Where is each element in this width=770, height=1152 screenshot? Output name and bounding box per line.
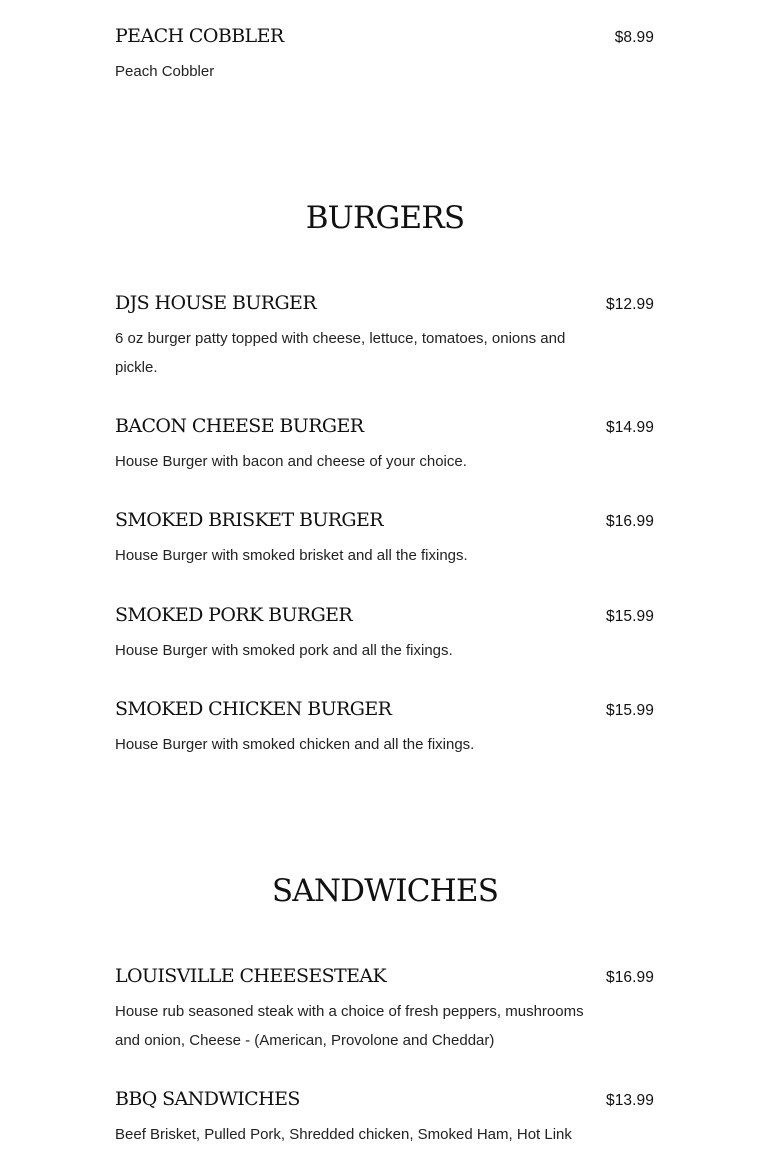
item-description: Beef Brisket, Pulled Pork, Shredded chicken, Smoked Ham, Hot Link: [115, 1126, 572, 1143]
item-price: $16.99: [605, 513, 654, 530]
item-header: [115, 25, 654, 55]
item-header: [115, 965, 654, 995]
item-description: House Burger with smoked chicken and all the fixings.: [115, 736, 475, 753]
item-price: $14.99: [605, 419, 654, 436]
menu-item-smoked-chicken-burger: [115, 698, 654, 759]
item-header: [115, 698, 654, 728]
item-description: House Burger with smoked brisket and all the fixings.: [115, 547, 468, 564]
item-description: House Burger with smoked pork and all the fixings.: [115, 642, 453, 659]
item-name: DJS HOUSE BURGER: [115, 292, 317, 314]
menu-item-bacon-cheese-burger: [115, 415, 654, 476]
menu-item-louisville-cheesesteak: [115, 965, 654, 1055]
item-price: $15.99: [605, 608, 654, 625]
item-description: House rub seasoned steak with a choice of fresh peppers, mushrooms and onion, Cheese - (American, Provolone and Cheddar): [115, 1003, 584, 1049]
item-price: $13.99: [605, 1092, 654, 1109]
menu-item-peach-cobbler: [115, 25, 654, 86]
item-header: [115, 1088, 654, 1118]
item-price: $15.99: [605, 702, 654, 719]
item-name: SMOKED PORK BURGER: [115, 604, 353, 626]
item-name: BBQ SANDWICHES: [115, 1088, 300, 1110]
menu-item-smoked-brisket-burger: [115, 509, 654, 570]
item-name: SMOKED BRISKET BURGER: [115, 509, 383, 531]
menu-item-bbq-sandwiches: [115, 1088, 654, 1149]
menu-item-djs-house-burger: [115, 292, 654, 382]
item-name: SMOKED CHICKEN BURGER: [115, 698, 392, 720]
item-description: 6 oz burger patty topped with cheese, lettuce, tomatoes, onions and pickle.: [115, 330, 566, 376]
section-title-sandwiches: SANDWICHES: [271, 873, 499, 909]
item-price: $16.99: [605, 969, 654, 986]
item-description: Peach Cobbler: [115, 63, 215, 80]
item-name: PEACH COBBLER: [115, 25, 284, 47]
item-price: $12.99: [605, 296, 654, 313]
item-price: $8.99: [614, 29, 654, 46]
item-header: [115, 415, 654, 445]
item-description: House Burger with bacon and cheese of your choice.: [115, 453, 467, 470]
menu-item-smoked-pork-burger: [115, 604, 654, 665]
item-name: BACON CHEESE BURGER: [115, 415, 364, 437]
item-header: [115, 292, 654, 322]
section-title-burgers: BURGERS: [305, 200, 465, 236]
item-header: [115, 509, 654, 539]
item-header: [115, 604, 654, 634]
item-name: LOUISVILLE CHEESESTEAK: [115, 965, 387, 987]
